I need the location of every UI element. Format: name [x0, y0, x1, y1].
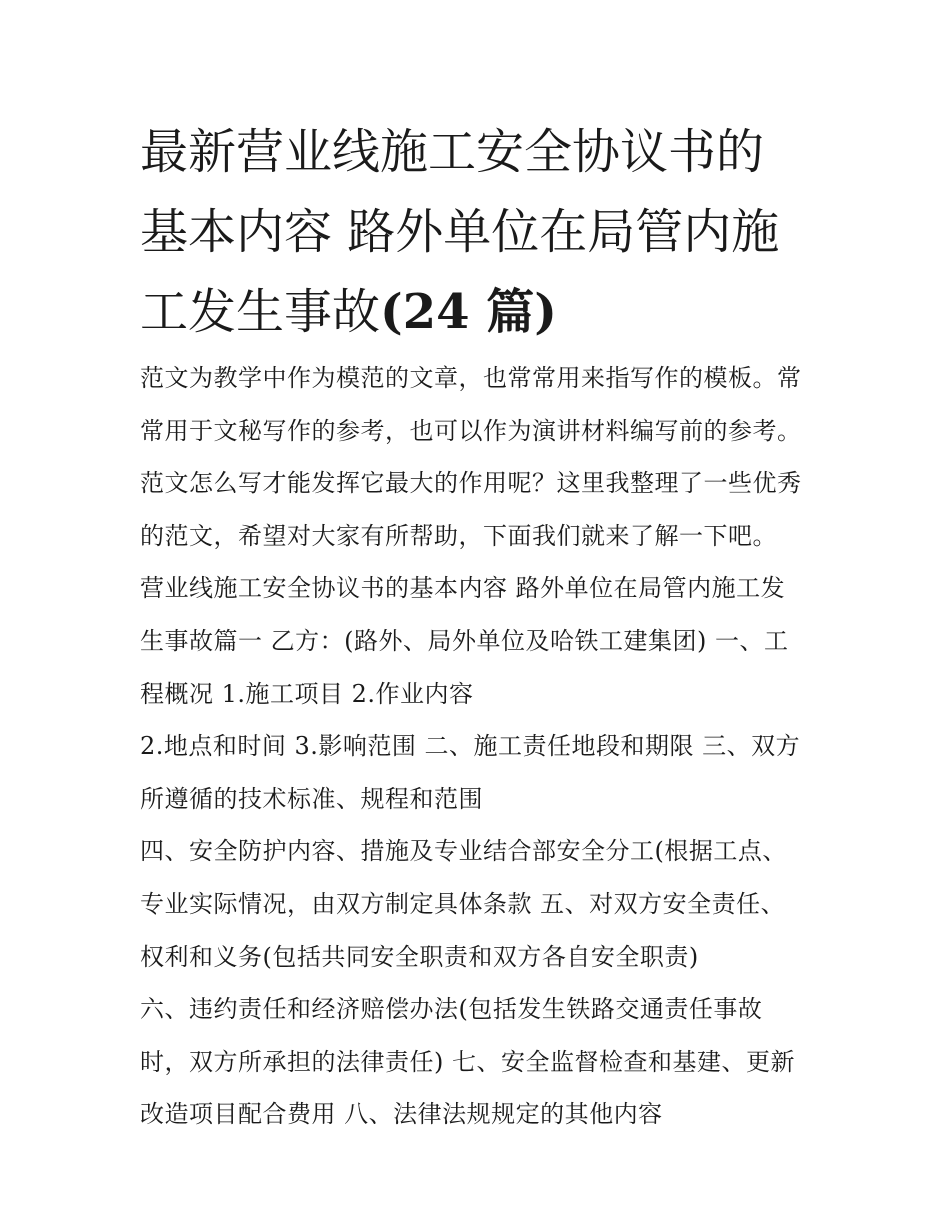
- page-title: [140, 112, 820, 352]
- title-line: 基本内容 路外单位在局管内施: [140, 204, 780, 260]
- body-line: 范文怎么写才能发挥它最大的作用呢？这里我整理了一些优秀: [140, 469, 802, 498]
- body-line: 专业实际情况，由双方制定具体条款 五、对双方安全责任、: [140, 889, 786, 918]
- body-line: 营业线施工安全协议书的基本内容 路外单位在局管内施工发: [140, 574, 786, 603]
- title-count: (24 篇): [380, 284, 557, 340]
- body-line: 时，双方所承担的法律责任) 七、安全监督检查和基建、更新: [140, 1047, 795, 1076]
- body-line: 改造项目配合费用 八、法律法规规定的其他内容: [140, 1100, 663, 1129]
- body-line: 权利和义务(包括共同安全职责和双方各自安全职责): [140, 942, 699, 971]
- body-line: 范文为教学中作为模范的文章，也常常用来指写作的模板。常: [140, 364, 802, 392]
- body-line: 六、违约责任和经济赔偿办法(包括发生铁路交通责任事故: [140, 995, 763, 1024]
- title-line: 最新营业线施工安全协议书的: [140, 124, 765, 180]
- body-line: 四、安全防护内容、措施及专业结合部安全分工(根据工点、: [140, 837, 787, 866]
- body-line: 所遵循的技术标准、规程和范围: [140, 784, 483, 813]
- body-text: [140, 352, 820, 1141]
- body-line: 生事故篇一 乙方：(路外、局外单位及哈铁工建集团) 一、工: [140, 626, 789, 655]
- body-line: 2.地点和时间 3.影响范围 二、施工责任地段和期限 三、双方: [140, 732, 801, 761]
- body-line: 常用于文秘写作的参考，也可以作为演讲材料编写前的参考。: [140, 416, 802, 445]
- title-line: 工发生事故: [140, 284, 381, 340]
- body-line: 的范文，希望对大家有所帮助，下面我们就来了解一下吧。: [140, 521, 777, 550]
- body-line: 程概况 1.施工项目 2.作业内容: [140, 679, 474, 708]
